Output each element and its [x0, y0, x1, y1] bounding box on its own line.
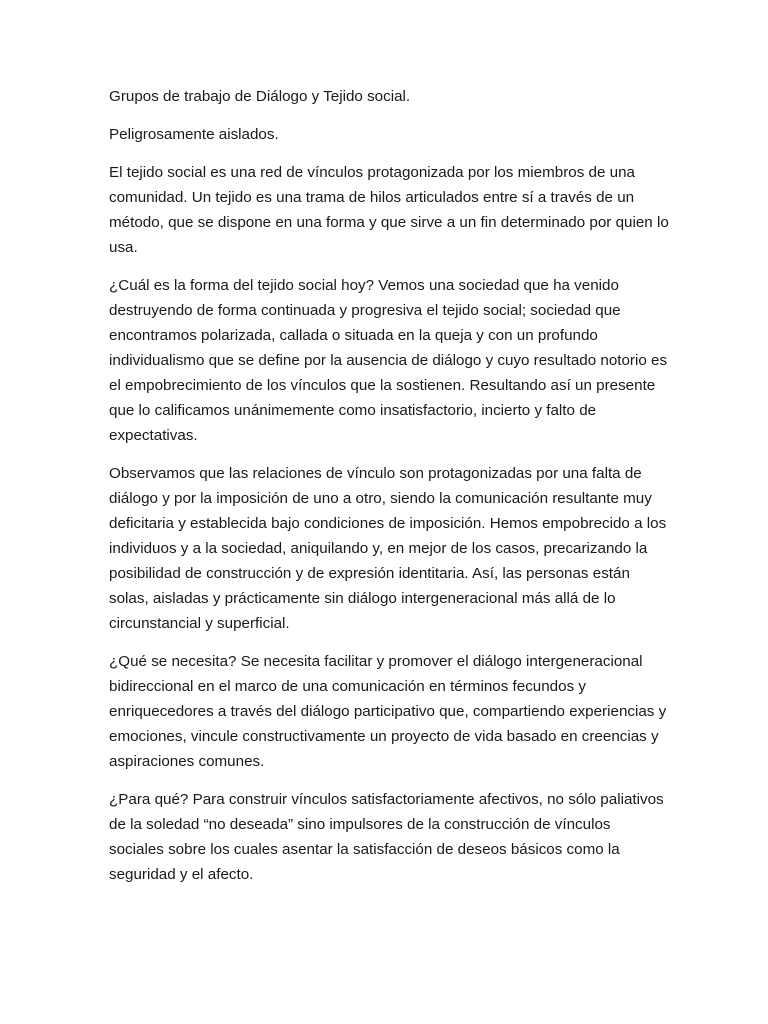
document-subheading: Peligrosamente aislados.	[109, 126, 279, 143]
paragraph-relaciones-vinculo: Observamos que las relaciones de vínculo son protagonizadas por una falta de diálogo y por la imposición de uno a otro, siendo la comunicación resultante muy deficitaria y establecida bajo condiciones de imposición. Hemos empobrecido a los individuos y a la sociedad, aniquilando y, en mejor de los casos, precarizando la posibilidad de construcción y de expresión identitaria. Así, las personas están solas, aisladas y prácticamente sin diálogo intergeneracional más allá de lo circunstancial y superficial.	[109, 465, 667, 632]
paragraph-forma-tejido: ¿Cuál es la forma del tejido social hoy? Vemos una sociedad que ha venido destruyendo de forma continuada y progresiva el tejido social; sociedad que encontramos polarizada, callada o situada en la queja y con un profundo individualismo que se define por la ausencia de diálogo y cuyo resultado notorio es el empobrecimiento de los vínculos que la sostienen. Resultando así un presente que lo calificamos unánimemente como insatisfactorio, incierto y falto de expectativas.	[109, 277, 668, 444]
paragraph-tejido-social: El tejido social es una red de vínculos protagonizada por los miembros de una comunidad. Un tejido es una trama de hilos articulados entre sí a través de un método, que se dispone en una forma y que sirve a un fin determinado por quien lo usa.	[109, 164, 669, 256]
paragraph-para-que: ¿Para qué? Para construir vínculos satisfactoriamente afectivos, no sólo paliativos de la soledad “no deseada” sino impulsores de la construcción de vínculos sociales sobre los cuales asentar la satisfacción de deseos básicos como la seguridad y el afecto.	[109, 791, 664, 883]
document-heading: Grupos de trabajo de Diálogo y Tejido social.	[109, 88, 411, 105]
document-page	[109, 84, 669, 900]
paragraph-que-se-necesita: ¿Qué se necesita? Se necesita facilitar y promover el diálogo intergeneracional bidireccional en el marco de una comunicación en términos fecundos y enriquecedores a través del diálogo participativo que, compartiendo experiencias y emociones, vincule constructivamente un proyecto de vida basado en creencias y aspiraciones comunes.	[109, 653, 667, 770]
